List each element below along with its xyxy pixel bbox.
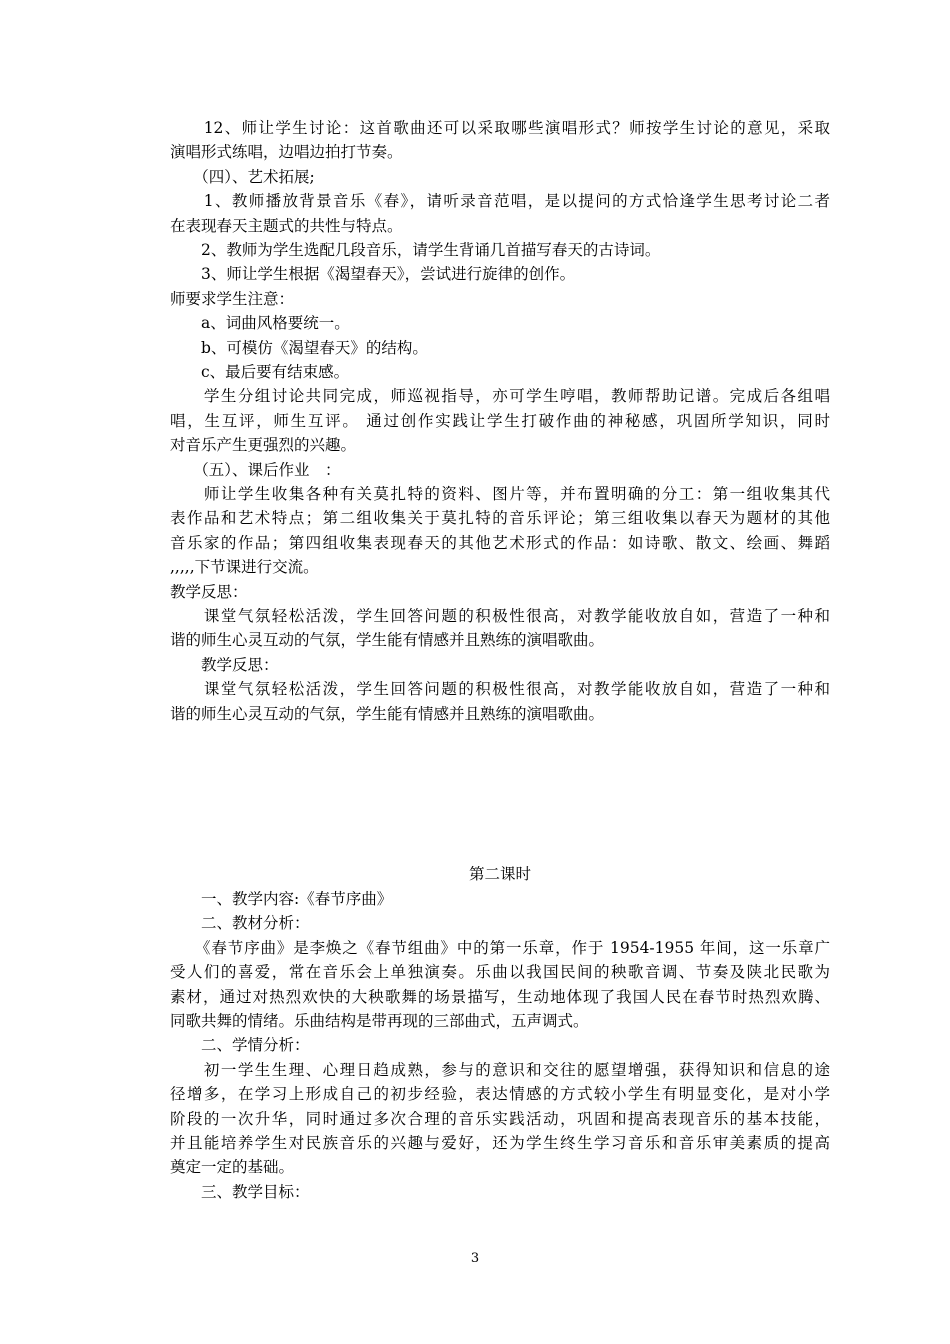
section-title: 第二课时	[468, 865, 531, 883]
text-line: （五）、课后作业 ：	[170, 460, 341, 479]
text-line: 谐的师生心灵互动的气氛，学生能有情感并且熟练的演唱歌曲。	[170, 631, 605, 650]
text-line: 12、师让学生讨论：这首歌曲还可以采取哪些演唱形式？师按学生讨论的意见，采取	[170, 119, 830, 137]
text-line: 同歌共舞的情绪。乐曲结构是带再现的三部曲式，五声调式。	[170, 1012, 589, 1030]
text-line: 对音乐产生更强烈的兴趣。	[170, 436, 357, 455]
text-line: 2、教师为学生选配几段音乐，请学生背诵几首描写春天的古诗词。	[170, 241, 661, 259]
text-line: 音乐家的作品；第四组收集表现春天的其他艺术形式的作品：如诗歌、散文、绘画、舞蹈	[170, 533, 830, 552]
text-line: 初一学生生理、心理日趋成熟，参与的意识和交往的愿望增强，获得知识和信息的途	[170, 1060, 830, 1079]
text-line: （四）、艺术拓展;	[170, 167, 315, 186]
text-line: 受人们的喜爱，常在音乐会上单独演奏。乐曲以我国民间的秧歌音调、节奏及陕北民歌为	[170, 963, 830, 982]
text-line: 并且能培养学生对民族音乐的兴趣与爱好，还为学生终生学习音乐和音乐审美素质的提高	[170, 1134, 830, 1152]
text-line: 一、教学内容:《春节序曲》	[170, 890, 393, 908]
text-line: 教学反思：	[170, 582, 248, 601]
text-line: 二、教材分析：	[170, 914, 310, 933]
text-line: 3、师让学生根据《渴望春天》，尝试进行旋律的创作。	[170, 265, 576, 284]
text-line: a、词曲风格要统一。	[170, 314, 350, 333]
text-line: 表作品和艺术特点；第二组收集关于莫扎特的音乐评论；第三组收集以春天为题材的其他	[170, 509, 830, 528]
text-line: 师让学生收集各种有关莫扎特的资料、图片等，并布置明确的分工：第一组收集其代	[170, 485, 830, 503]
text-line: 学生分组讨论共同完成，师巡视指导，亦可学生哼唱，教师帮助记谱。完成后各组唱	[170, 387, 830, 406]
text-line: 三、教学目标：	[170, 1182, 310, 1201]
text-line: 径增多，在学习上形成自己的初步经验，表达情感的方式较小学生有明显变化，是对小学	[170, 1085, 830, 1104]
text-line: 奠定一定的基础。	[170, 1158, 295, 1177]
text-line: 师要求学生注意：	[170, 289, 295, 308]
text-line: 谐的师生心灵互动的气氛，学生能有情感并且熟练的演唱歌曲。	[170, 704, 605, 723]
text-line: b、可模仿《渴望春天》的结构。	[170, 338, 428, 357]
text-line: 教学反思：	[170, 655, 279, 674]
text-line: 唱，生互评，师生互评。 通过创作实践让学生打破作曲的神秘感，巩固所学知识，同时	[170, 411, 830, 430]
text-line: 《春节序曲》是李焕之《春节组曲》中的第一乐章，作于 1954-1955 年间，这一乐章广	[170, 938, 830, 957]
text-line: 1、教师播放背景音乐《春》，请听录音范唱，是以提问的方式恰逢学生思考讨论二者	[170, 192, 830, 211]
text-line: 二、学情分析：	[170, 1036, 310, 1055]
text-line: 演唱形式练唱，边唱边拍打节奏。	[170, 143, 403, 162]
text-line: ,,,,,下节课进行交流。	[170, 558, 319, 577]
text-line: 课堂气氛轻松活泼，学生回答问题的积极性很高，对教学能收放自如，营造了一种和	[170, 607, 830, 625]
text-line: 课堂气氛轻松活泼，学生回答问题的积极性很高，对教学能收放自如，营造了一种和	[170, 680, 830, 699]
text-line: 素材，通过对热烈欢快的大秧歌舞的场景描写，生动地体现了我国人民在春节时热烈欢腾、	[170, 987, 830, 1006]
page-number: 3	[470, 1251, 480, 1266]
text-line: c、最后要有结束感。	[170, 363, 350, 381]
text-line: 阶段的一次升华，同时通过多次合理的音乐实践活动，巩固和提高表现音乐的基本技能，	[170, 1109, 830, 1128]
text-line: 在表现春天主题式的共性与特点。	[170, 216, 403, 235]
